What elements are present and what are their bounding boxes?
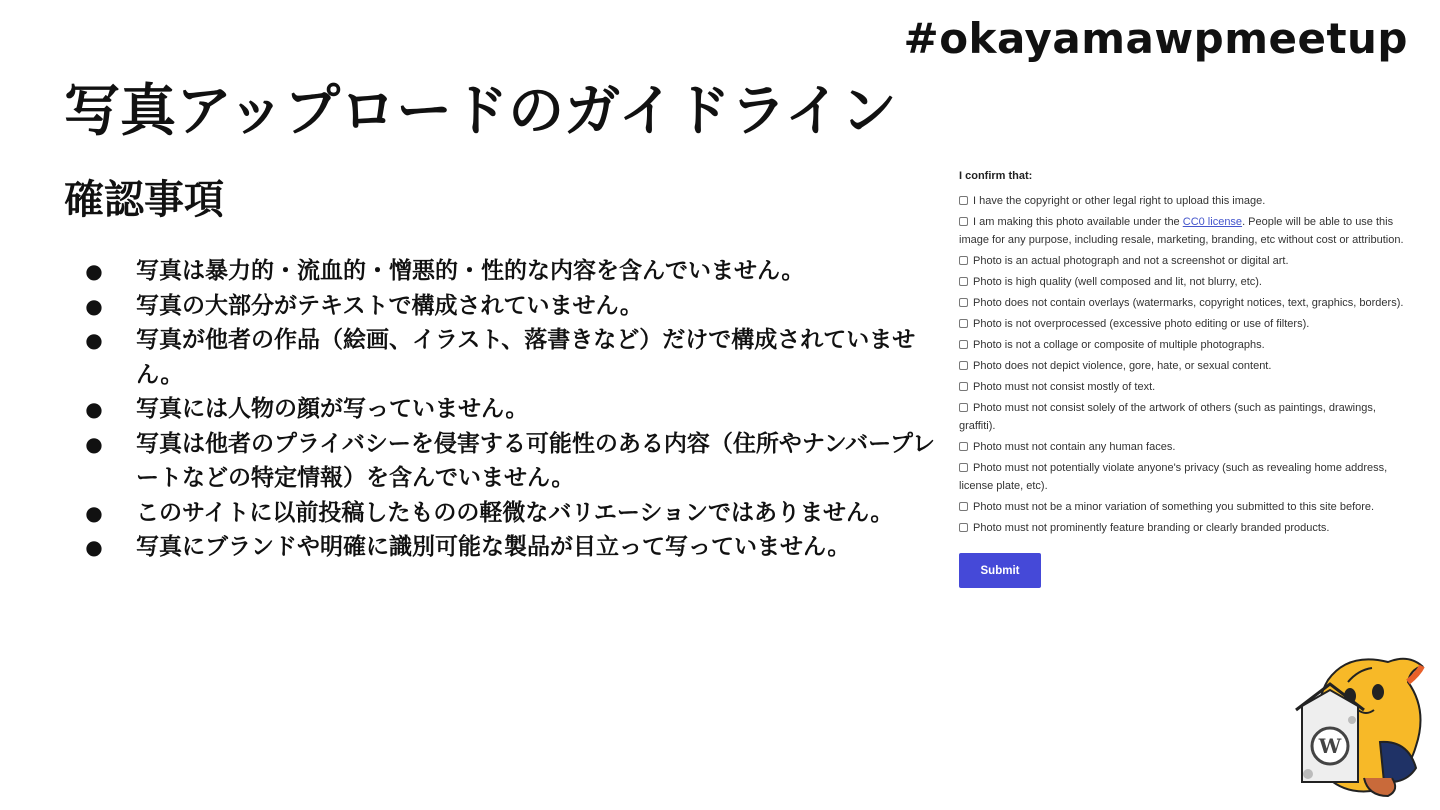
confirm-option — [959, 315, 1411, 333]
confirm-option — [959, 357, 1411, 375]
list-item — [84, 427, 944, 496]
section-title: 確認事項 — [64, 177, 224, 223]
bullet-icon: ● — [85, 397, 103, 421]
confirm-checkbox[interactable] — [959, 340, 968, 349]
confirm-option-label: Photo does not contain overlays (watermarks, copyright notices, text, graphics, borders). — [973, 297, 1404, 309]
list-item-text: 写真にブランドや明確に識別可能な製品が目立って写っていません。 — [136, 534, 851, 560]
list-item-text: 写真には人物の顔が写っていません。 — [136, 396, 529, 422]
list-item-text: 写真は暴力的・流血的・憎悪的・性的な内容を含んでいません。 — [136, 258, 805, 284]
confirm-checkbox[interactable] — [959, 463, 968, 472]
confirm-option-label: Photo must not consist mostly of text. — [973, 381, 1156, 393]
confirm-option — [959, 378, 1411, 396]
confirm-checkbox[interactable] — [959, 502, 968, 511]
confirm-option-label: Photo is not overprocessed (excessive photo editing or use of filters). — [973, 318, 1310, 330]
list-item-text: 写真の大部分がテキストで構成されていません。 — [136, 292, 643, 319]
list-item — [84, 530, 944, 565]
confirm-option-label: I am making this photo available under the — [973, 216, 1183, 228]
confirm-checkbox[interactable] — [959, 523, 968, 532]
confirm-option-label: . People will be able to use this image for any purpose, including resale, marketing, branding, etc without cost or attribution. — [959, 216, 1404, 246]
bullet-icon: ● — [85, 535, 103, 559]
bullet-icon: ● — [85, 328, 103, 352]
confirm-option-label: Photo must not contain any human faces. — [973, 441, 1176, 453]
list-item — [84, 254, 944, 289]
slide-title: 写真アップロードのガイドライン — [64, 79, 897, 144]
hashtag: #okayamawpmeetup — [903, 14, 1408, 63]
svg-text:W: W — [1318, 734, 1342, 758]
confirm-option-label: Photo does not depict violence, gore, hate, or sexual content. — [973, 360, 1272, 372]
confirm-option-label: Photo must not consist solely of the artwork of others (such as paintings, drawings, graffiti). — [959, 402, 1376, 432]
confirm-checkbox[interactable] — [959, 277, 968, 286]
list-item — [84, 496, 944, 531]
confirm-option-label: Photo is not a collage or composite of multiple photographs. — [973, 339, 1265, 351]
submit-button[interactable]: Submit — [959, 553, 1041, 588]
confirm-option — [959, 438, 1411, 456]
confirm-checkbox[interactable] — [959, 196, 968, 205]
confirm-option — [959, 294, 1411, 312]
confirm-option-label: Photo must not potentially violate anyone's privacy (such as revealing home address, license plate, etc). — [959, 462, 1388, 492]
bullet-icon: ● — [85, 259, 103, 283]
list-item — [84, 392, 944, 427]
confirm-option — [959, 498, 1411, 516]
confirm-checkbox[interactable] — [959, 403, 968, 412]
list-item — [84, 323, 944, 392]
confirm-option — [959, 399, 1411, 435]
confirm-checkbox[interactable] — [959, 256, 968, 265]
confirm-option-label: Photo is high quality (well composed and lit, not blurry, etc). — [973, 276, 1262, 288]
confirm-option-label: Photo must not be a minor variation of something you submitted to this site before. — [973, 501, 1375, 513]
list-item — [84, 289, 944, 324]
confirm-option — [959, 459, 1411, 495]
confirm-form — [959, 170, 1411, 588]
confirm-checkbox[interactable] — [959, 319, 968, 328]
confirm-option-label: I have the copyright or other legal right to upload this image. — [973, 195, 1266, 207]
confirm-option — [959, 336, 1411, 354]
cc0-license-link[interactable]: CC0 license — [1182, 216, 1243, 228]
confirm-option — [959, 273, 1411, 291]
confirm-option — [959, 519, 1411, 537]
bullet-icon: ● — [85, 293, 103, 318]
confirm-option-label: Photo is an actual photograph and not a screenshot or digital art. — [973, 255, 1289, 267]
confirm-checkbox[interactable] — [959, 382, 968, 391]
confirm-checkbox[interactable] — [959, 217, 968, 226]
confirm-option-label: Photo must not prominently feature branding or clearly branded products. — [973, 522, 1330, 534]
bullet-icon: ● — [85, 431, 103, 456]
list-item-text: このサイトに以前投稿したものの軽微なバリエーションではありません。 — [136, 499, 894, 526]
confirm-option — [959, 213, 1411, 249]
wapuu-mascot-icon — [1288, 650, 1428, 800]
confirm-checkbox[interactable] — [959, 442, 968, 451]
confirm-checkbox[interactable] — [959, 361, 968, 370]
bullet-icon: ● — [85, 500, 103, 525]
list-item-text: 写真が他者の作品（絵画、イラスト、落書きなど）だけで構成されていません。 — [136, 327, 916, 388]
guideline-list — [84, 254, 944, 565]
confirm-option — [959, 252, 1411, 270]
list-item-text: 写真は他者のプライバシーを侵害する可能性のある内容（住所やナンバープレートなどの特定情報）を含んでいません。 — [136, 430, 936, 491]
confirm-checkbox[interactable] — [959, 298, 968, 307]
form-heading: I confirm that: — [959, 170, 1033, 182]
confirm-option — [959, 192, 1411, 210]
